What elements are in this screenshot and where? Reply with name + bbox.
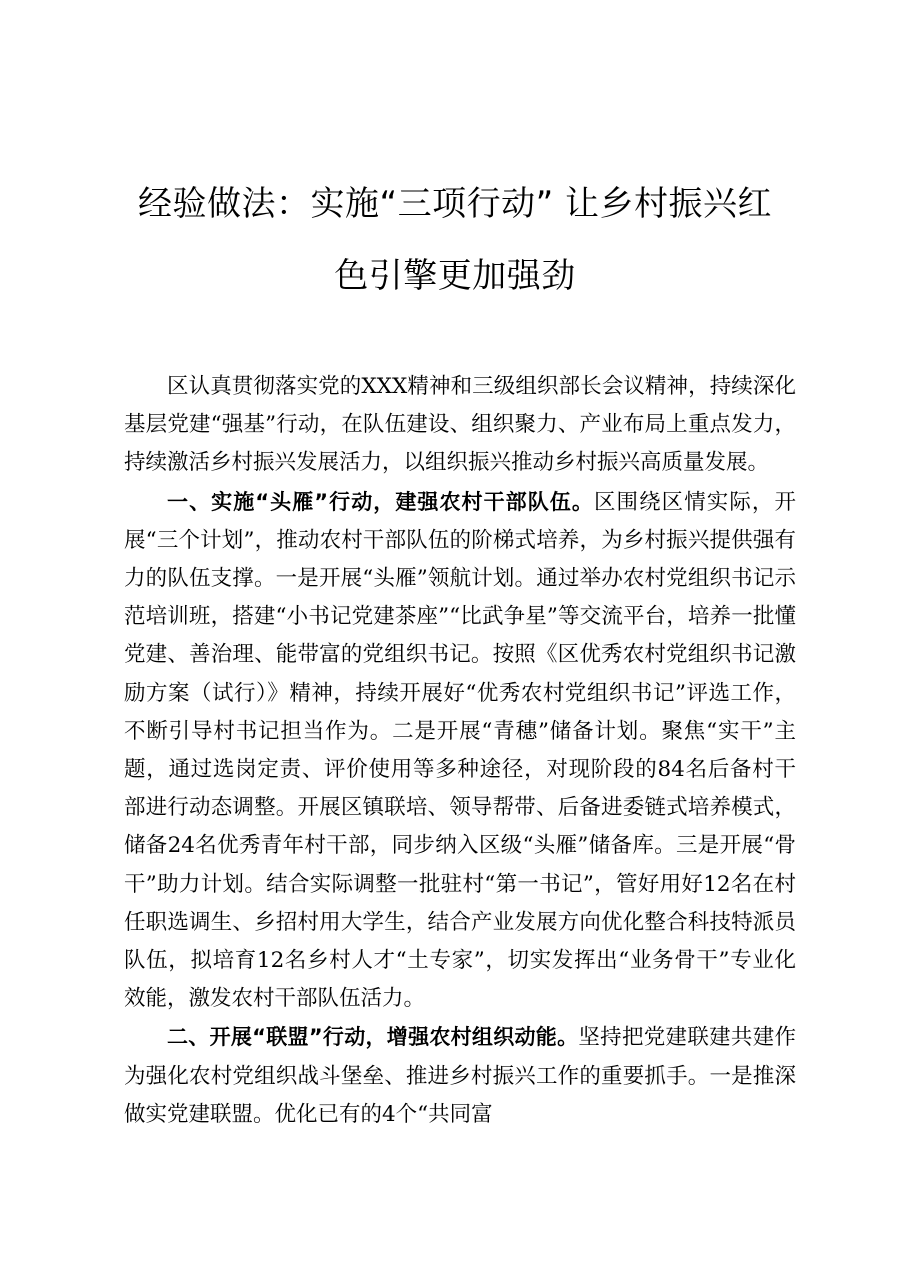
section-paragraph-1 xyxy=(124,483,796,1019)
section-heading-2: 二、开展“联盟”行动，增强农村组织动能。 xyxy=(167,1025,579,1050)
section-text-2: 坚持把党建联建共建作为强化农村党组织战斗堡垒、推进乡村振兴工作的重要抓手。一是推深做实党建联盟。优化已有的4个“共同富 xyxy=(124,1025,796,1127)
document-body xyxy=(124,368,796,1134)
title-line-2: 色引擎更加强劲 xyxy=(334,256,576,296)
title-line-1: 经验做法：实施“三项行动” 让乡村振兴红 xyxy=(137,184,773,224)
section-paragraph-2 xyxy=(124,1018,796,1134)
section-heading-1: 一、实施“头雁”行动，建强农村干部队伍。 xyxy=(167,489,594,514)
document-title xyxy=(110,168,800,312)
intro-paragraph: 区认真贯彻落实党的XXX精神和三级组织部长会议精神，持续深化基层党建“强基”行动，在队伍建设、组织聚力、产业布局上重点发力，持续激活乡村振兴发展活力，以组织振兴推动乡村振兴高质量发展。 xyxy=(124,374,796,476)
section-text-1: 区围绕区情实际，开展“三个计划”，推动农村干部队伍的阶梯式培养，为乡村振兴提供强有力的队伍支撑。一是开展“头雁”领航计划。通过举办农村党组织书记示范培训班，搭建“小书记党建茶座”“比武争星”等交流平台，培养一批懂党建、善治理、能带富的党组织书记。按照《区优秀农村党组织书记激励方案（试行）》精神，持续开展好“优秀农村党组织书记”评选工作，不断引导村书记担当作为。二是开展“青穗”储备计划。聚焦“实干”主题，通过选岗定责、评价使用等多种途径，对现阶段的84名后备村干部进行动态调整。开展区镇联培、领导帮带、后备进委链式培养模式，储备24名优秀青年村干部，同步纳入区级“头雁”储备库。三是开展“骨干”助力计划。结合实际调整一批驻村“第一书记”，管好用好12名在村任职选调生、乡招村用大学生，结合产业发展方向优化整合科技特派员队伍，拟培育12名乡村人才“土专家”，切实发挥出“业务骨干”专业化效能，激发农村干部队伍活力。 xyxy=(124,489,796,1012)
